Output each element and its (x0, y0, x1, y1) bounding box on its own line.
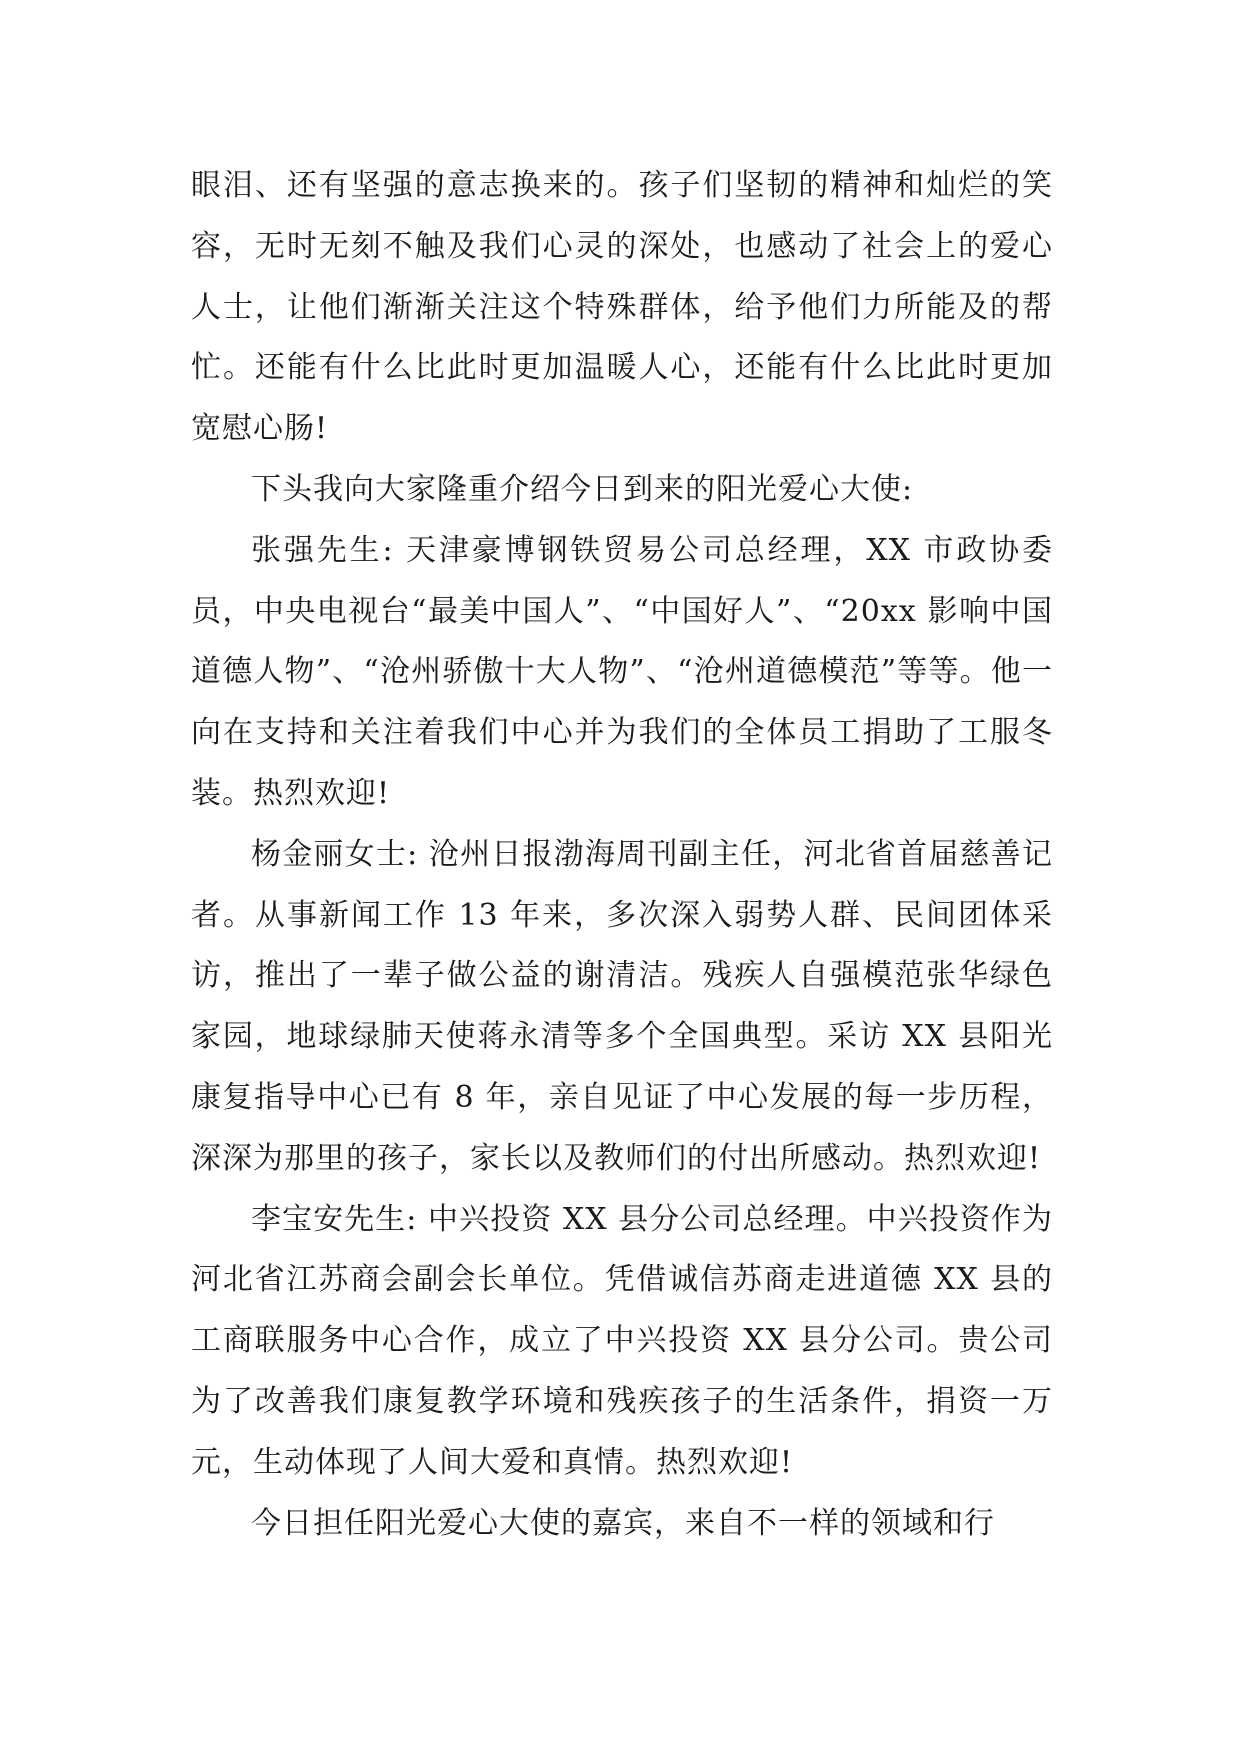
paragraph-zhang-qiang: 张强先生: 天津豪博钢铁贸易公司总经理，XX 市政协委员，中央电视台“最美中国人”、“中国好人”、“20xx 影响中国道德人物”、“沧州骄傲十大人物”、“沧州道德模范”等等。他一向在支持和关注着我们中心并为我们的全体员工捐助了工服冬装。热烈欢迎! (191, 532, 1053, 811)
paragraph-li-baoan: 李宝安先生: 中兴投资 XX 县分公司总经理。中兴投资作为河北省江苏商会副会长单位。凭借诚信苏商走进道德 XX 县的工商联服务中心合作，成立了中兴投资 XX 县分公司。贵公司为了改善我们康复教学环境和残疾孩子的生活条件，捐资一万元，生动体现了人间大爱和真情。热烈欢迎! (191, 1201, 1053, 1480)
body-text (191, 156, 1053, 1554)
paragraph-introduction: 下头我向大家隆重介绍今日到来的阳光爱心大使: (251, 471, 914, 507)
paragraph-yang-jinli: 杨金丽女士: 沧州日报渤海周刊副主任，河北省首届慈善记者。从事新闻工作 13 年来，多次深入弱势人群、民间团体采访，推出了一辈子做公益的谢清洁。残疾人自强模范张华绿色家园，地球绿肺天使蒋永清等多个全国典型。采访 XX 县阳光康复指导中心已有 8 年，亲自见证了中心发展的每一步历程，深深为那里的孩子，家长以及教师们的付出所感动。热烈欢迎! (191, 836, 1053, 1176)
paragraph-continuation: 眼泪、还有坚强的意志换来的。孩子们坚韧的精神和灿烂的笑容，无时无刻不触及我们心灵的深处，也感动了社会上的爱心人士，让他们渐渐关注这个特殊群体，给予他们力所能及的帮忙。还能有什么比此时更加温暖人心，还能有什么比此时更加宽慰心肠! (191, 168, 1053, 447)
paragraph-closing: 今日担任阳光爱心大使的嘉宾，来自不一样的领域和行 (251, 1505, 995, 1541)
